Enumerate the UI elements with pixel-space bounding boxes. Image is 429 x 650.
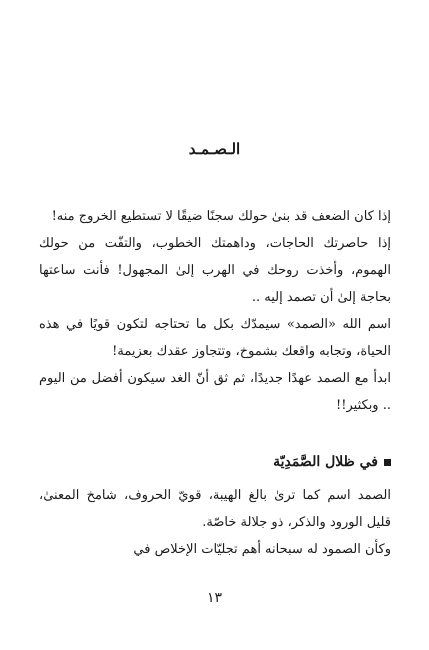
intro-paragraph-2: إذا حاصرتك الحاجات، وداهمتك الخطوب، والتفّت من حولك الهموم، وأخذت روحك في الهرب إلىٰ المجهول! فأنت ساعتها بحاجة إلىٰ أن تصمد إليه ..	[39, 236, 391, 305]
intro-text	[39, 203, 391, 419]
intro-paragraph-3: اسم الله «الصمد» سيمدّك بكل ما تحتاجه لتكون قويًا في هذه الحياة، وتجابه واقعك بشموخ، وتتجاوز عقدك بعزيمة!	[39, 317, 391, 359]
section-paragraph-2: وكأن الصمود له سبحانه أهم تجليّات الإخلاص في	[133, 542, 391, 557]
page-title: الـصـمـد	[188, 140, 241, 158]
intro-paragraph-1: إذا كان الضعف قد بنىٰ حولك سجنًا ضيقًا لا تستطيع الخروج منه!	[51, 209, 391, 224]
page-number: ١٣	[206, 590, 223, 606]
section-heading	[39, 454, 391, 470]
intro-paragraph-4: ابدأ مع الصمد عهدًا جديدًا، ثم ثق أنّ الغد سيكون أفضل من اليوم .. وبكثير!!	[39, 371, 391, 413]
section-paragraph-1: الصمد اسم كما ترىٰ بالغ الهيبة، قويّ الحروف، شامخ المعنىٰ، قليل الورود والذكر، ذو جلالة خاصّة.	[39, 488, 391, 530]
square-bullet-icon	[384, 459, 391, 466]
section-text	[39, 482, 391, 563]
section-heading-text: في ظلال الصَّمَدِيّة	[273, 454, 378, 470]
